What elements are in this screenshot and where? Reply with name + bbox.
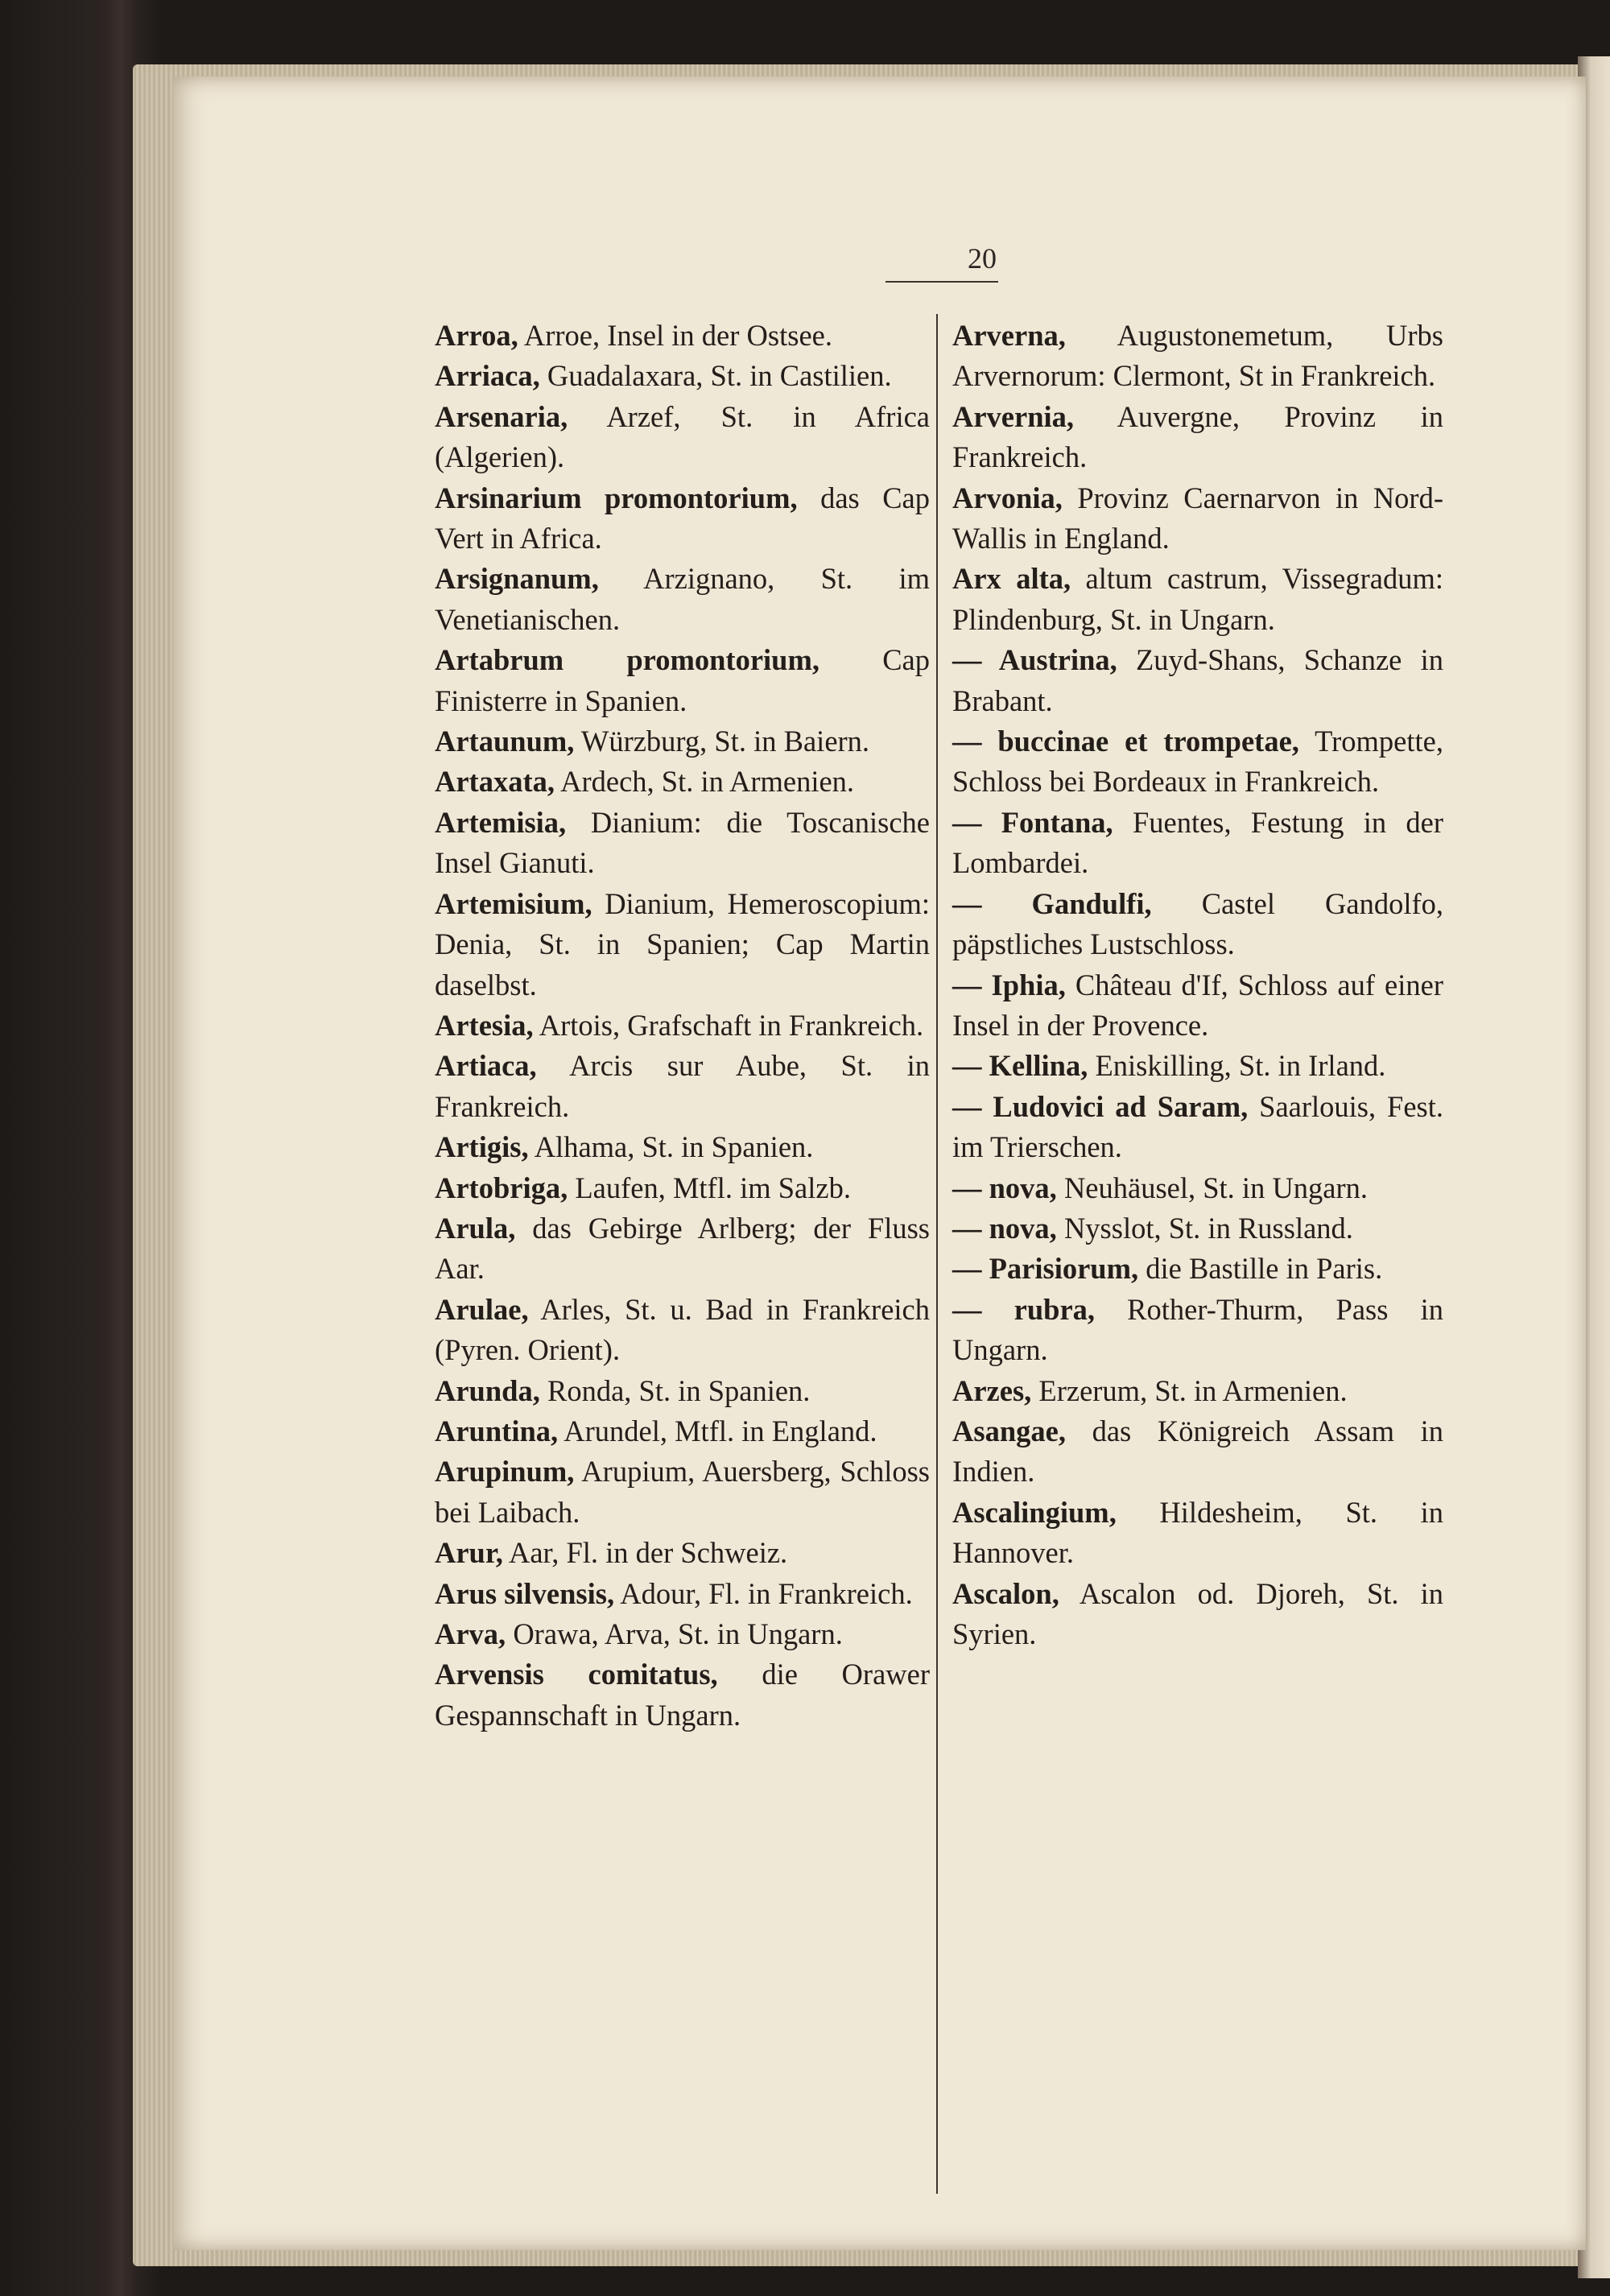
entry-definition: Augustonemetum, Urbs Arvernorum: Clermont, St in Frankreich.: [952, 319, 1443, 393]
dictionary-entry: [435, 1452, 930, 1533]
entry-headword: Arus silvensis,: [435, 1576, 615, 1610]
entry-headword: Aruntina,: [435, 1414, 559, 1447]
entry-definition: Nysslot, St. in Russland.: [1056, 1211, 1353, 1245]
entry-headword: Arvensis comitatus,: [435, 1658, 718, 1691]
entry-definition: Arles, St. u. Bad in Frankreich (Pyren. Orient).: [435, 1292, 930, 1367]
entry-headword: Arriaca,: [435, 359, 540, 393]
dictionary-entry: [435, 1411, 930, 1452]
entry-headword: — Fontana,: [952, 805, 1113, 839]
dictionary-entry: [952, 1574, 1443, 1655]
entry-definition: Castel Gandolfo, päpstliches Lustschloss.: [952, 886, 1443, 961]
dictionary-entry: [435, 721, 930, 762]
entry-definition: Aar, Fl. in der Schweiz.: [502, 1536, 788, 1570]
header-rule: [886, 281, 998, 283]
entry-headword: Arva,: [435, 1617, 506, 1650]
entry-headword: Arur,: [435, 1536, 503, 1570]
entry-definition: Arundel, Mtfl. in England.: [558, 1414, 877, 1447]
entry-definition: Erzerum, St. in Armenien.: [1031, 1373, 1348, 1407]
entry-headword: Arroa,: [435, 319, 518, 352]
entry-definition: Neuhäusel, St. in Ungarn.: [1056, 1171, 1368, 1204]
entry-headword: Arvonia,: [952, 481, 1063, 514]
dictionary-entry: [952, 559, 1443, 640]
dictionary-entry: [952, 1411, 1443, 1493]
dictionary-entry: [952, 1249, 1443, 1289]
dictionary-entry: [952, 1371, 1443, 1411]
entry-definition: Guadalaxara, St. in Castilien.: [539, 359, 892, 393]
entry-definition: Eniskilling, St. in Irland.: [1088, 1049, 1386, 1083]
entry-definition: Arupium, Auersberg, Schloss bei Laibach.: [435, 1455, 930, 1529]
entry-headword: — Austrina,: [952, 643, 1117, 677]
dictionary-entry: [435, 762, 930, 802]
entry-definition: Würzburg, St. in Baiern.: [574, 725, 870, 758]
entry-headword: Arsenaria,: [435, 399, 568, 433]
dictionary-entry: [952, 478, 1443, 560]
dictionary-entry: [435, 803, 930, 884]
entry-definition: Cap Finisterre in Spanien.: [435, 643, 930, 717]
dictionary-entry: [435, 1006, 930, 1046]
entry-headword: Arvernia,: [952, 399, 1075, 433]
page-number: 20: [968, 242, 997, 275]
dictionary-entry: [952, 1493, 1443, 1574]
entry-definition: Château d'If, Schloss auf einer Insel in der Provence.: [952, 968, 1443, 1042]
dictionary-entry: [952, 1087, 1443, 1168]
entry-definition: das Cap Vert in Africa.: [435, 481, 931, 555]
column-divider: [936, 314, 938, 2194]
dictionary-entry: [952, 397, 1443, 478]
dictionary-entry: [952, 884, 1443, 965]
dictionary-entry: [952, 1046, 1443, 1086]
left-column: [435, 316, 930, 1736]
entry-headword: Arula,: [435, 1211, 516, 1245]
dictionary-entry: [435, 478, 930, 560]
entry-definition: Arzignano, St. im Venetianischen.: [435, 562, 930, 636]
dictionary-entry: [435, 1654, 930, 1736]
dictionary-entry: [952, 1168, 1443, 1208]
entry-definition: Arcis sur Aube, St. in Frankreich.: [435, 1049, 930, 1123]
dictionary-entry: [435, 1574, 930, 1614]
entry-headword: — Ludovici ad Saram,: [952, 1089, 1249, 1123]
entry-headword: Artemisium,: [435, 886, 592, 920]
dictionary-entry: [952, 640, 1443, 721]
entry-headword: Artesia,: [435, 1008, 534, 1042]
entry-headword: Arsignanum,: [435, 562, 599, 596]
entry-definition: Dianium: die Toscanische Insel Gianuti.: [435, 805, 930, 880]
entry-headword: Artabrum promontorium,: [435, 643, 819, 677]
entry-definition: Rother-Thurm, Pass in Ungarn.: [952, 1292, 1444, 1367]
entry-definition: Artois, Grafschaft in Frankreich.: [533, 1008, 924, 1042]
dictionary-entry: [435, 1208, 930, 1290]
entry-headword: Artaunum,: [435, 725, 575, 758]
dictionary-entry: [952, 803, 1443, 884]
entry-definition: Arzef, St. in Africa (Algerien).: [435, 399, 930, 474]
entry-definition: Arroe, Insel in der Ostsee.: [518, 319, 832, 352]
entry-definition: Alhama, St. in Spanien.: [528, 1130, 814, 1164]
entry-definition: Orawa, Arva, St. in Ungarn.: [506, 1617, 843, 1650]
entry-headword: Artobriga,: [435, 1171, 568, 1204]
dictionary-entry: [435, 1127, 930, 1167]
dictionary-entry: [435, 1614, 930, 1654]
entry-headword: — rubra,: [952, 1292, 1096, 1326]
dictionary-entry: [435, 884, 930, 1006]
entry-headword: Artiaca,: [435, 1049, 537, 1083]
entry-definition: Hildesheim, St. in Hannover.: [952, 1495, 1443, 1570]
entry-definition: Provinz Caernarvon in Nord-Wallis in England.: [952, 481, 1443, 555]
entry-definition: Dianium, Hemeroscopium: Denia, St. in Spanien; Cap Martin daselbst.: [435, 886, 930, 1001]
entry-headword: Arverna,: [952, 319, 1066, 352]
entry-definition: altum castrum, Vissegradum: Plindenburg, St. in Ungarn.: [952, 562, 1443, 636]
dictionary-entry: [952, 1290, 1443, 1371]
entry-headword: Ascalon,: [952, 1576, 1059, 1610]
entry-definition: das Gebirge Arlberg; der Fluss Aar.: [435, 1211, 930, 1286]
entry-definition: Ardech, St. in Armenien.: [555, 765, 855, 799]
entry-headword: Artaxata,: [435, 765, 555, 799]
entry-headword: — nova,: [952, 1211, 1057, 1245]
entry-definition: Laufen, Mtfl. im Salzb.: [568, 1171, 851, 1204]
dictionary-entry: [435, 1371, 930, 1411]
dictionary-entry: [435, 640, 930, 721]
dictionary-entry: [435, 316, 930, 356]
entry-headword: Arunda,: [435, 1373, 540, 1407]
entry-headword: — Iphia,: [952, 968, 1066, 1001]
entry-definition: das Königreich Assam in Indien.: [952, 1414, 1443, 1489]
dictionary-entry: [435, 1168, 930, 1208]
entry-headword: Artemisia,: [435, 805, 567, 839]
entry-headword: — nova,: [952, 1171, 1057, 1204]
dictionary-entry: [435, 1533, 930, 1573]
entry-definition: Ronda, St. in Spanien.: [539, 1373, 811, 1407]
entry-definition: Zuyd-Shans, Schanze in Brabant.: [952, 643, 1443, 717]
entry-definition: Adour, Fl. in Frankreich.: [614, 1576, 913, 1610]
entry-headword: — Gandulfi,: [952, 886, 1152, 920]
right-column: [952, 316, 1443, 1654]
entry-headword: Artigis,: [435, 1130, 529, 1164]
entry-headword: Arsinarium promontorium,: [435, 481, 798, 514]
entry-headword: — Parisiorum,: [952, 1252, 1139, 1286]
entry-definition: Trompette, Schloss bei Bordeaux in Frankreich.: [952, 725, 1443, 799]
entry-headword: — buccinae et trompetae,: [952, 725, 1299, 758]
dictionary-entry: [435, 397, 930, 478]
dictionary-entry: [952, 1208, 1443, 1249]
dictionary-entry: [435, 356, 930, 396]
dictionary-entry: [435, 559, 930, 640]
dictionary-entry: [435, 1290, 930, 1371]
dictionary-entry: [952, 965, 1443, 1047]
entry-definition: Ascalon od. Djoreh, St. in Syrien.: [952, 1576, 1443, 1650]
entry-definition: die Orawer Gespannschaft in Ungarn.: [435, 1658, 930, 1732]
entry-definition: Saarlouis, Fest. im Trierschen.: [952, 1089, 1443, 1164]
dictionary-entry: [952, 316, 1443, 397]
entry-headword: Arulae,: [435, 1292, 529, 1326]
entry-headword: Ascalingium,: [952, 1495, 1117, 1529]
dictionary-entry: [952, 721, 1443, 803]
entry-headword: Arzes,: [952, 1373, 1032, 1407]
dictionary-entry: [435, 1046, 930, 1127]
entry-headword: Arupinum,: [435, 1455, 575, 1489]
entry-headword: Asangae,: [952, 1414, 1066, 1447]
entry-headword: Arx alta,: [952, 562, 1071, 596]
entry-definition: die Bastille in Paris.: [1138, 1252, 1383, 1286]
entry-headword: — Kellina,: [952, 1049, 1088, 1083]
entry-definition: Auvergne, Provinz in Frankreich.: [952, 399, 1443, 474]
entry-definition: Fuentes, Festung in der Lombardei.: [952, 805, 1443, 880]
